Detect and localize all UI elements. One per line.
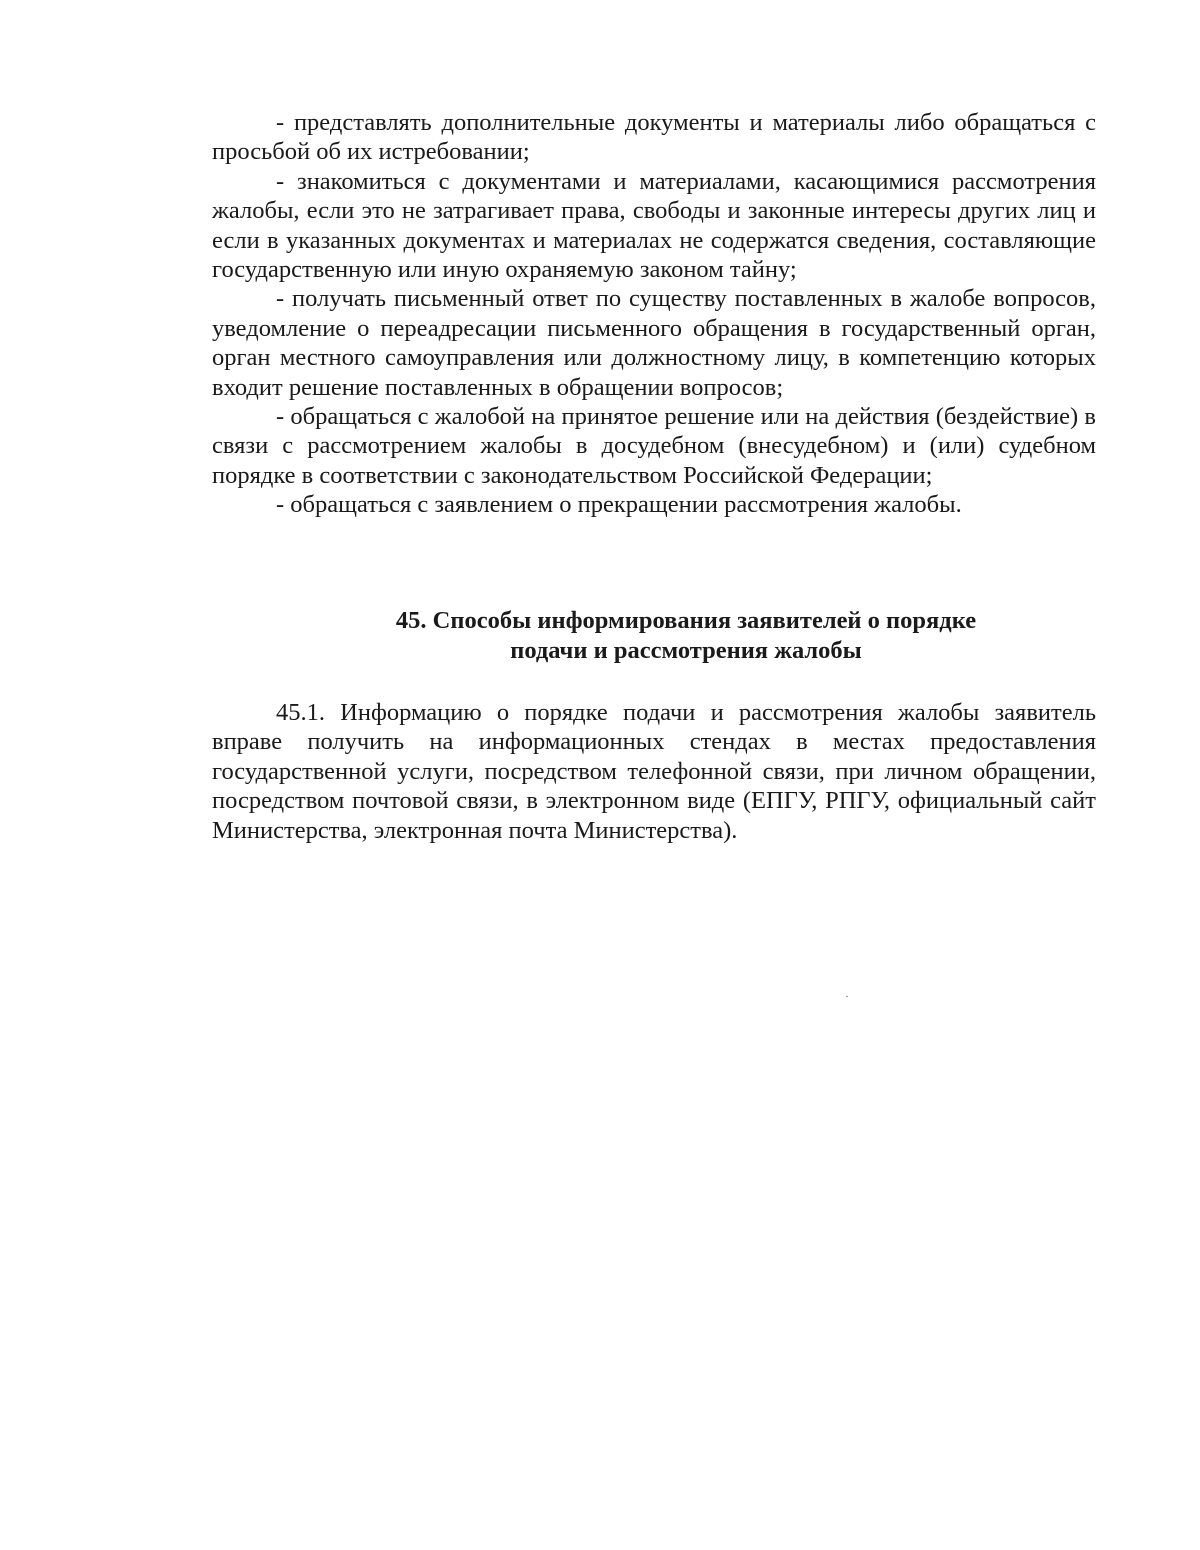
scan-artifact <box>846 996 848 997</box>
section-body <box>212 698 1096 845</box>
rights-list <box>212 108 1096 520</box>
list-item: - обращаться с заявлением о прекращении рассмотрения жалобы. <box>276 491 962 519</box>
list-item: - получать письменный ответ по существу поставленных в жалобе вопросов, уведомление о переадресации письменного обращения в государственный орган, орган местного самоуправления или должностному лицу, в компетенцию которых входит решение поставленных в обращении вопросов; <box>212 285 1096 401</box>
list-item: - обращаться с жалобой на принятое решение или на действия (бездействие) в связи с рассмотрением жалобы в досудебном (внесудебном) и (или) судебном порядке в соответствии с законодательством Российской Федерации; <box>212 403 1096 489</box>
paragraph-45-1: 45.1. Информацию о порядке подачи и рассмотрения жалобы заявитель вправе получить на информационных стендах в местах предоставления государственной услуги, посредством телефонной связи, при личном обращении, посредством почтовой связи, в электронном виде (ЕПГУ, РПГУ, официальный сайт Министерства, электронная почта Министерства). <box>212 699 1096 844</box>
list-item: - знакомиться с документами и материалами, касающимися рассмотрения жалобы, если это не затрагивает права, свободы и законные интересы других лиц и если в указанных документах и материалах не содержатся сведения, составляющие государственную или иную охраняемую законом тайну; <box>212 167 1096 284</box>
section-heading-line-1: 45. Способы информирования заявителей о порядке <box>395 607 977 634</box>
list-item: - представлять дополнительные документы и материалы либо обращаться с просьбой об их истребовании; <box>212 109 1096 166</box>
section-heading-line-2: подачи и рассмотрения жалобы <box>510 637 862 664</box>
section-heading <box>212 606 1160 666</box>
